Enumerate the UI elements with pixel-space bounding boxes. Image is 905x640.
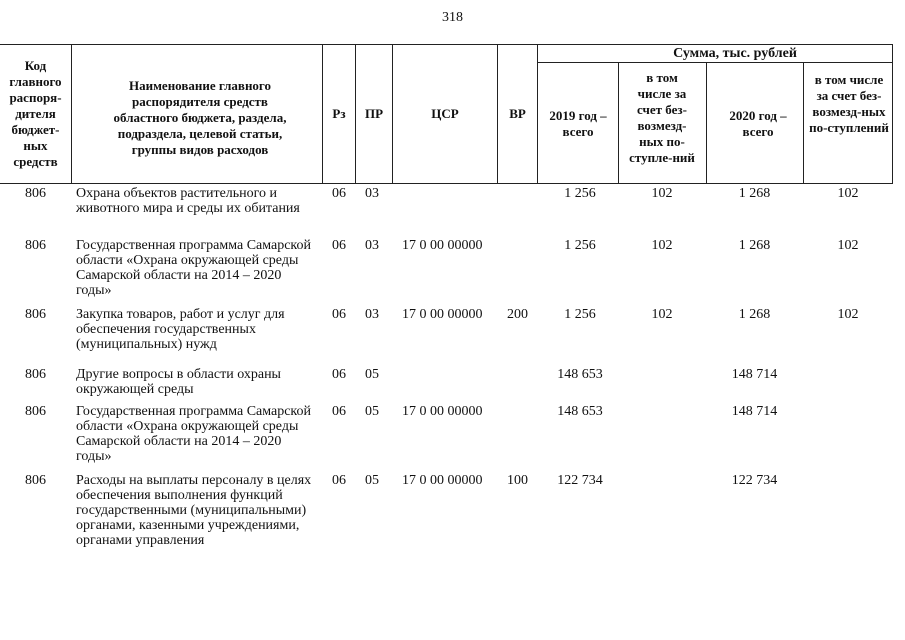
table-cell-name: Другие вопросы в области охраны окружающей среды	[76, 367, 281, 397]
table-cell-pr: 05	[365, 367, 379, 382]
table-cell-2019-total: 148 653	[557, 404, 603, 419]
col-divider-2019	[618, 62, 619, 184]
table-cell-name: Закупка товаров, работ и услуг для обеспечения государственных (муниципальных) нужд	[76, 307, 285, 352]
header-2020-total: 2020 год – всего	[729, 108, 787, 139]
table-cell-pr: 05	[365, 404, 379, 419]
table-cell-csr: 17 0 00 00000	[402, 473, 483, 488]
table-cell-name: Расходы на выплаты персоналу в целях обеспечения выполнения функций государственными (муниципальными) органами, казенными учреждениями, органами управления	[76, 473, 312, 548]
table-cell-2020-free: 102	[837, 238, 859, 253]
table-cell-2019-total: 1 256	[564, 238, 596, 253]
header-2019-total: 2019 год – всего	[549, 108, 607, 139]
col-divider-2019-free	[706, 62, 707, 184]
table-cell-2019-total: 122 734	[557, 473, 603, 488]
table-cell-rz: 06	[332, 186, 346, 201]
table-cell-rz: 06	[332, 238, 346, 253]
table-cell-rz: 06	[332, 404, 346, 419]
table-cell-2019-total: 148 653	[557, 367, 603, 382]
table-cell-rz: 06	[332, 473, 346, 488]
header-vr: ВР	[509, 106, 526, 121]
table-cell-2020-total: 1 268	[738, 186, 771, 201]
table-cell-2020-free: 102	[837, 186, 859, 201]
page-number: 318	[442, 10, 463, 25]
table-cell-2020-total: 148 714	[731, 404, 778, 419]
header-csr: ЦСР	[431, 106, 459, 121]
table-cell-code: 806	[25, 307, 46, 322]
table-cell-pr: 05	[365, 473, 379, 488]
table-cell-2020-total: 122 734	[731, 473, 778, 488]
table-cell-vr: 100	[507, 473, 528, 488]
table-cell-code: 806	[25, 473, 46, 488]
table-cell-pr: 03	[365, 238, 379, 253]
table-cell-name: Охрана объектов растительного и животного мира и среды их обитания	[76, 186, 300, 216]
header-top-border	[0, 44, 893, 45]
table-cell-csr: 17 0 00 00000	[402, 307, 483, 322]
table-cell-2019-free: 102	[651, 186, 673, 201]
table-cell-code: 806	[25, 186, 46, 201]
header-2020-free: в том числе за счет без-возмезд-ных по-ступлений	[809, 72, 889, 135]
table-cell-2019-free: 102	[651, 238, 673, 253]
col-divider-2020	[803, 62, 804, 184]
table-cell-2020-total: 148 714	[731, 367, 778, 382]
header-2019-free: в том числе за счет без-возмезд-ных по-ступле-ний	[629, 70, 695, 165]
table-cell-vr: 200	[507, 307, 528, 322]
sum-subheader-border	[537, 62, 893, 63]
header-code: Код главного распоря-дителя бюджет-ных средств	[9, 58, 62, 169]
table-cell-2019-total: 1 256	[564, 186, 596, 201]
table-cell-csr: 17 0 00 00000	[402, 404, 483, 419]
table-cell-2019-total: 1 256	[564, 307, 596, 322]
table-cell-name: Государственная программа Самарской области «Охрана окружающей среды Самарской области на 2014 – 2020 годы»	[76, 404, 312, 464]
table-cell-code: 806	[25, 238, 46, 253]
table-cell-rz: 06	[332, 367, 346, 382]
header-bottom-border	[0, 183, 893, 184]
header-name: Наименование главного распорядителя средств областного бюджета, раздела, подраздела, целевой статьи, группы видов расходов	[113, 78, 287, 157]
table-cell-pr: 03	[365, 307, 379, 322]
table-cell-csr: 17 0 00 00000	[402, 238, 483, 253]
header-sum-group: Сумма, тыс. рублей	[673, 46, 797, 61]
table-cell-name: Государственная программа Самарской области «Охрана окружающей среды Самарской области на 2014 – 2020 годы»	[76, 238, 312, 298]
table-cell-2020-free: 102	[837, 307, 859, 322]
table-cell-rz: 06	[332, 307, 346, 322]
table-cell-code: 806	[25, 404, 46, 419]
header-pr: ПР	[364, 106, 384, 121]
table-cell-2019-free: 102	[651, 307, 673, 322]
table-cell-2020-total: 1 268	[738, 238, 771, 253]
table-right-border	[892, 44, 893, 184]
header-rz: Рз	[332, 106, 346, 121]
table-cell-code: 806	[25, 367, 46, 382]
table-cell-pr: 03	[365, 186, 379, 201]
table-cell-2020-total: 1 268	[738, 307, 771, 322]
col-divider-code	[71, 44, 72, 184]
